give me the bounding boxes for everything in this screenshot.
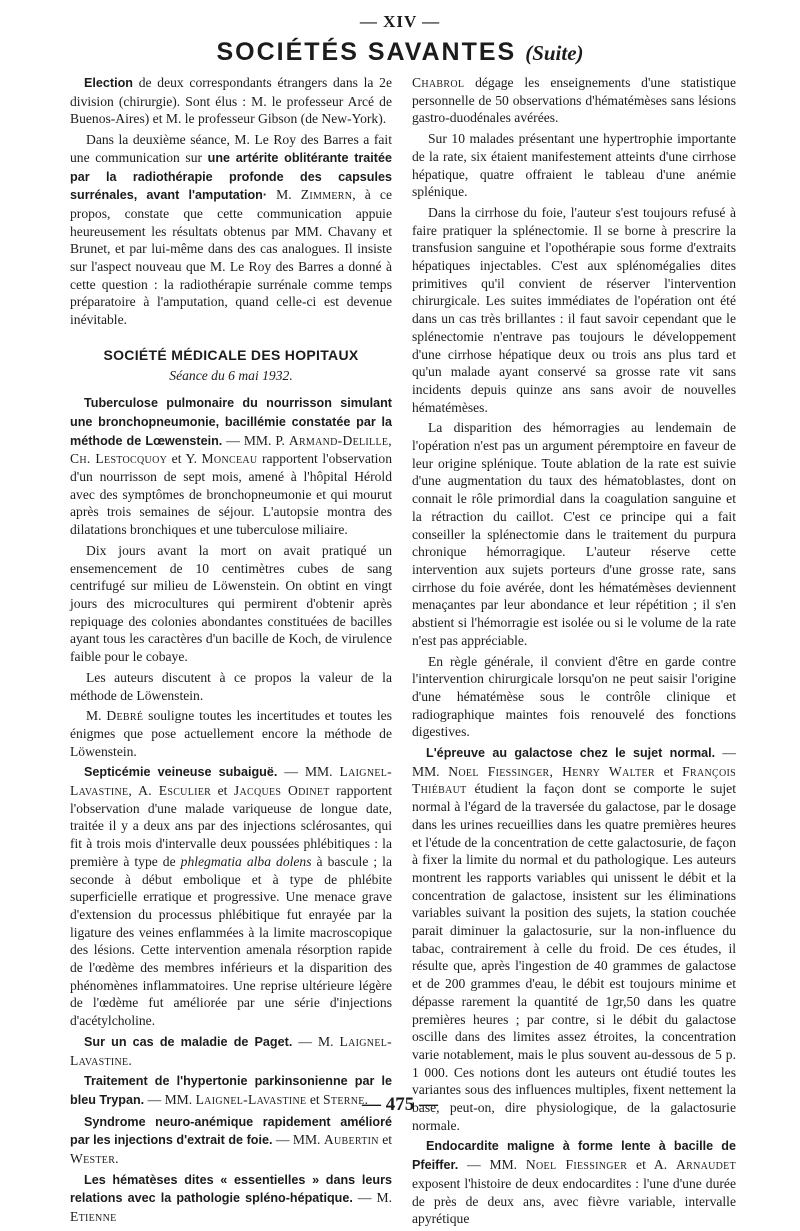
author-name: Etienne (70, 1209, 117, 1225)
paragraph-paget (70, 1033, 392, 1069)
right-column (412, 74, 736, 1231)
galactose-heading: L'épreuve au galactose chez le sujet normal. (426, 746, 716, 761)
text: et (211, 783, 234, 799)
author-name: Aubertin (323, 1132, 379, 1148)
text: , à ce propos, constate que cette communication appuie heureusement les résultats obtenus par MM. Chavany et Brunet, et par lui-même dans des cas analogues. Il insiste sur l'aspect nouveau que M. Le Roy des Barres a donné à cette question : la radiothérapie surrénale comme temps préparatoire à l'amputation, quand celle-ci est devenue inévitable. (70, 187, 392, 328)
syndrome-heading: Syndrome neuro-anémique rapidement amélioré par les injections d'extrait de foie. (70, 1114, 392, 1148)
text: rapportent l'observation d'une malade variqueuse de longue date, traitée il y a deux ans par des injections sclérosantes, qui fit à trois mois d'intervalle deux poussées phlébitiques : la première à type de (70, 783, 392, 869)
paragraph-chabrol (412, 74, 736, 127)
italic-term: phlegmatia alba dolens (180, 853, 312, 869)
endocardite-heading: Endocardite maligne à forme lente à bacille de Pfeiffer. (412, 1139, 736, 1173)
page-header (0, 38, 800, 67)
left-column (70, 74, 392, 1229)
text: M. (267, 187, 301, 203)
election-heading: Election (84, 76, 133, 90)
paragraph-election (70, 74, 392, 128)
author-name: Jacques Odinet (233, 783, 330, 799)
paragraph-ensemencement: Dix jours avant la mort on avait pratiqué un ensemencement de 10 centimètres cubes de sang centrifugé sur milieu de Löwenstein. On obtint en vingt jours des microcultures qui permirent d'obtenir après repiquage des colonies abondantes constituées de bacilles ayant tous les caractères d'un bacille de Koch, de virulence faible pour le cobaye. (70, 542, 392, 665)
text: et (378, 1132, 393, 1148)
text: et (306, 1091, 324, 1107)
author-name: Noel Fiessinger, Henry Walter (448, 763, 655, 779)
author-name: Arnaudet (676, 1157, 736, 1173)
author-name: Laignel-Lavastine, A. Esculier (70, 764, 392, 799)
text: rapportent l'observation d'un nourrisson de sept mois, amené à l'hôpital Hérold avec des symptômes de bronchopneumonie et qui mourut après trois semaines de séjour. L'autopsie montra des dilatations bronchiques et une tuberculose miliaire. (70, 451, 393, 538)
arterite-heading: une artérite oblitérante traitée par la radiothérapie profonde des capsules surrénales, avant l'amputation· (70, 150, 393, 203)
text: — M. (352, 1190, 392, 1206)
text: dégage les enseignements d'une statistique personnelle de 50 observations d'hématémèses sans lésions gastro-duodénales avérées. (412, 75, 736, 126)
paragraph-endocardite (412, 1137, 736, 1228)
septicemie-heading: Septicémie veineuse subaiguë. (84, 765, 278, 780)
section-session-date: Séance du 6 mai 1932. (169, 367, 293, 383)
page-number: — 475 — (362, 1094, 438, 1115)
header-title: SOCIÉTÉS SAVANTES (216, 38, 517, 66)
text: — MM. P. (222, 432, 289, 448)
paragraph-arterite (70, 131, 392, 329)
author-name: Sterne. (323, 1091, 369, 1107)
hypertonie-heading: Traitement de l'hypertonie parkinsonienne par le bleu Trypan. (70, 1074, 392, 1107)
paragraph-hematemeses (70, 1171, 392, 1226)
text: et Y. (167, 451, 202, 467)
author-name: Wester. (70, 1151, 119, 1167)
author-name: Laignel-Lavastine. (70, 1033, 392, 1068)
election-text: de deux correspondants étrangers dans la 2e division (chirurgie). Sont élus : M. le professeur Arcé de Buenos-Aires) et M. le professeur Gibson (de New-York). (70, 75, 392, 127)
text: Dans la deuxième séance, M. Le Roy des Barres a fait une communication sur (70, 132, 392, 165)
paragraph-septicemie (70, 763, 392, 1030)
author-name: Noel Fiessinger (525, 1157, 628, 1173)
paragraph-cirrhose: Dans la cirrhose du foie, l'auteur s'est toujours refusé à faire pratiquer la splénectomie. Il se borne à prescrire la transfusion sanguine et l'opothérapie sous forme d'extraits hépatiques injectables. C'est aux splénomégalies dites primitives qu'il convient de réserver l'intervention chirurgicale. Les suites immédiates de l'opération ont été dans un cas très brillantes : il faut savoir cependant que le splénectomie n'entrave pas toujours le développement d'une cirrhose hépatique deux ou trois ans plus tard et qu'un malade ayant conservé sa grosse rate vit sans incidents depuis quinze ans sans avoir de nouvelles hématémèses. (412, 204, 736, 415)
text: — MM. (277, 764, 340, 780)
text: exposent l'histoire de deux endocardites : l'une d'une durée de près de deux ans, avec fièvre variable, intervalle apyrétique (412, 1175, 736, 1227)
author-name: François Thiébaut (412, 763, 736, 797)
paragraph-disparition: La disparition des hémorragies au lendemain de l'opération n'est pas un argument péremptoire en faveur de leur origine splénique. Toute ablation de la rate est suivie d'une augmentation du taux des hématoblastes, dont on connait le rôle primordial dans la coagulation sanguine et la rétraction du caillot. C'est ce principe qui a fait conseiller la splénectomie dans le traitement du purpura chronique hémorragique. L'auteur réserve cette intervention aux sujets porteurs d'une grosse rate, sans cirrhose du foie avérée, dont les hématémèses deviennent menaçantes par leur abondance et leur répétition ; il s'en abstient si l'hémorragie est isolée ou si le volume de la rate n'est pas appréciable. (412, 420, 736, 648)
text: souligne toutes les incertitudes et toutes les énigmes que pose actuellement encore la méthode de Löwenstein. (70, 708, 392, 759)
text: — M. (292, 1033, 340, 1049)
text: — MM. (458, 1157, 526, 1173)
section-title: SOCIÉTÉ MÉDICALE DES HOPITAUX (103, 346, 359, 363)
paragraph-tuberculose (70, 394, 392, 539)
author-name: Chabrol (412, 75, 465, 90)
paragraph-galactose (412, 744, 736, 1134)
text: — MM. (272, 1132, 324, 1148)
author-name: Zimmern (300, 187, 353, 203)
header-suffix: (Suite) (525, 41, 584, 65)
text: — MM. (144, 1091, 196, 1107)
roman-page-number: — XIV — (359, 12, 441, 31)
text: à bascule ; la seconde à début embolique et à type de phlébite superficielle erratique et progressive. Une menace grave d'extension du processus phlébitique fut enrayée par la ligature des veines enflammées à la limite macroscopique des lésions. Cette intervention amenala résorption rapide de l'œdème des membres inférieurs et la disparition des phénomènes inflammatoires. Une reprise ultérieure légère de l'œdème fut améliorée par une série d'injections d'acétylcholine. (70, 853, 392, 1029)
author-name: Armand-Delille, Ch. Lestocquoy (70, 432, 392, 467)
paragraph-malades: Sur 10 malades présentant une hypertrophie importante de la rate, six étaient manifestement atteints d'une cirrhose hépatique, quatre offraient le tableau d'une anémie splénique. (412, 131, 736, 200)
hematemeses-heading: Les hématèses dites « essentielles » dans leurs relations avec la pathologie spléno-hépatique. (70, 1172, 392, 1206)
text: — MM. (412, 745, 736, 779)
paragraph-syndrome (70, 1113, 392, 1168)
text: étudient la façon dont se comporte le sujet normal à l'égard de la traversée du galactose, par le dosage dans les urines recueillies dans les quatre premières heures et l'étude de la concentration de cette galactosurie, de façon à fixer la limite du normal et du pathologique. Les auteurs montrent les rapports variables qui unissent le débit et la concentration de galactose, insistent sur les éliminations variables suivant la position des sujets, la station couchée parait diminuer la galactosurie, sur la non-influence du tabac, contrairement à celle du froid. De ces études, il résulte que, après l'ingestion de 40 grammes de galactose et de 200 grammes d'eau, le débit est toujours minime et dépasse rarement la quantité de 1gr,50 dans les quatre premières heures ; par contre, si le débit du galactose oscille dans des limites assez étroites, la concentration varie notablement, mais le plus souvent au-dessous de 5 p. 1 000. Ces notions dont les auteurs ont étudié toutes les variantes sous des influences multiples, fixent nettement la base, peut-on, dire physiologique, de la galactosurie normale. (412, 781, 736, 1133)
text: et (654, 763, 683, 779)
paget-heading: Sur un cas de maladie de Paget. (84, 1034, 293, 1049)
tuberculose-heading: Tuberculose pulmonaire du nourrisson simulant une bronchopneumonie, bacillémie constatée par la méthode de Lœwenstein. (70, 396, 392, 448)
text: M. (86, 708, 107, 724)
author-name: Laignel-Lavastine (195, 1091, 307, 1107)
author-name: Debré (106, 708, 144, 724)
author-name: Monceau (201, 451, 258, 467)
paragraph-discussion: Les auteurs discutent à ce propos la valeur de la méthode de Löwenstein. (70, 669, 392, 703)
text: et A. (627, 1157, 676, 1173)
paragraph-regle: En règle générale, il convient d'être en garde contre l'intervention chirurgicale lorsqu'on ne peut saisir l'origine d'une hématémèse sous le contrôle clinique et radiographique maintes fois renouvelé des fonctions digestives. (412, 653, 736, 740)
paragraph-debre (70, 707, 392, 760)
